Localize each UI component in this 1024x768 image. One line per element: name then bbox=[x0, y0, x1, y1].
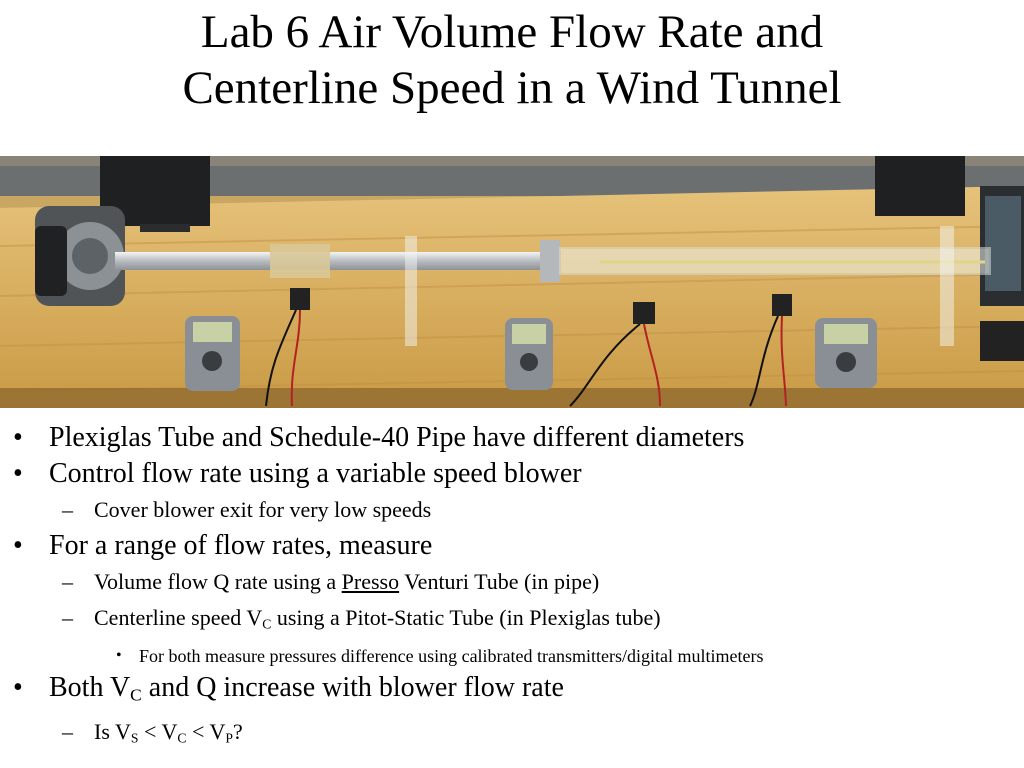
bullet-diameters: • Plexiglas Tube and Schedule-40 Pipe have different diameters bbox=[0, 420, 1024, 456]
bullet-measure: • For a range of flow rates, measure bbox=[0, 528, 1024, 564]
schedule-40-pipe bbox=[115, 252, 555, 270]
bullet-control-flow: • Control flow rate using a variable speed blower bbox=[0, 456, 1024, 492]
title-line-1: Lab 6 Air Volume Flow Rate and bbox=[200, 6, 824, 58]
venturi-tube bbox=[270, 244, 330, 278]
multimeter bbox=[505, 318, 553, 390]
wind-tunnel-illustration bbox=[0, 156, 1024, 408]
sub-bullet-speed-question: – Is $V_S < V_C < V_P$? bbox=[0, 714, 1024, 756]
multimeter bbox=[185, 316, 240, 391]
bullet-increase: • Both $V_C$ and Q increase with blower flow rate bbox=[0, 670, 1024, 713]
presso-link[interactable]: Presso bbox=[341, 569, 400, 594]
bullet-list bbox=[0, 420, 1024, 756]
sub-bullet-centerline-speed: – Centerline speed $V_C$ using a Pitot-Static Tube (in Plexiglas tube) bbox=[0, 600, 1024, 642]
title-line-2: Centerline Speed in a Wind Tunnel bbox=[182, 62, 842, 114]
slide-title bbox=[0, 4, 1024, 116]
sub-bullet-volume-flow: – Volume flow Q rate using a Presso Venturi Tube (in pipe) bbox=[0, 564, 1024, 600]
sub-bullet-cover-exit: – Cover blower exit for very low speeds bbox=[0, 492, 1024, 528]
transmitter bbox=[290, 288, 310, 310]
sub-sub-bullet-pressures: • For both measure pressures difference using calibrated transmitters/digital multimeters bbox=[0, 642, 1024, 670]
monitor-right bbox=[875, 156, 965, 216]
transmitter bbox=[633, 302, 655, 324]
multimeter bbox=[815, 318, 877, 388]
transmitter bbox=[772, 294, 792, 316]
wind-tunnel-photo bbox=[0, 156, 1024, 408]
